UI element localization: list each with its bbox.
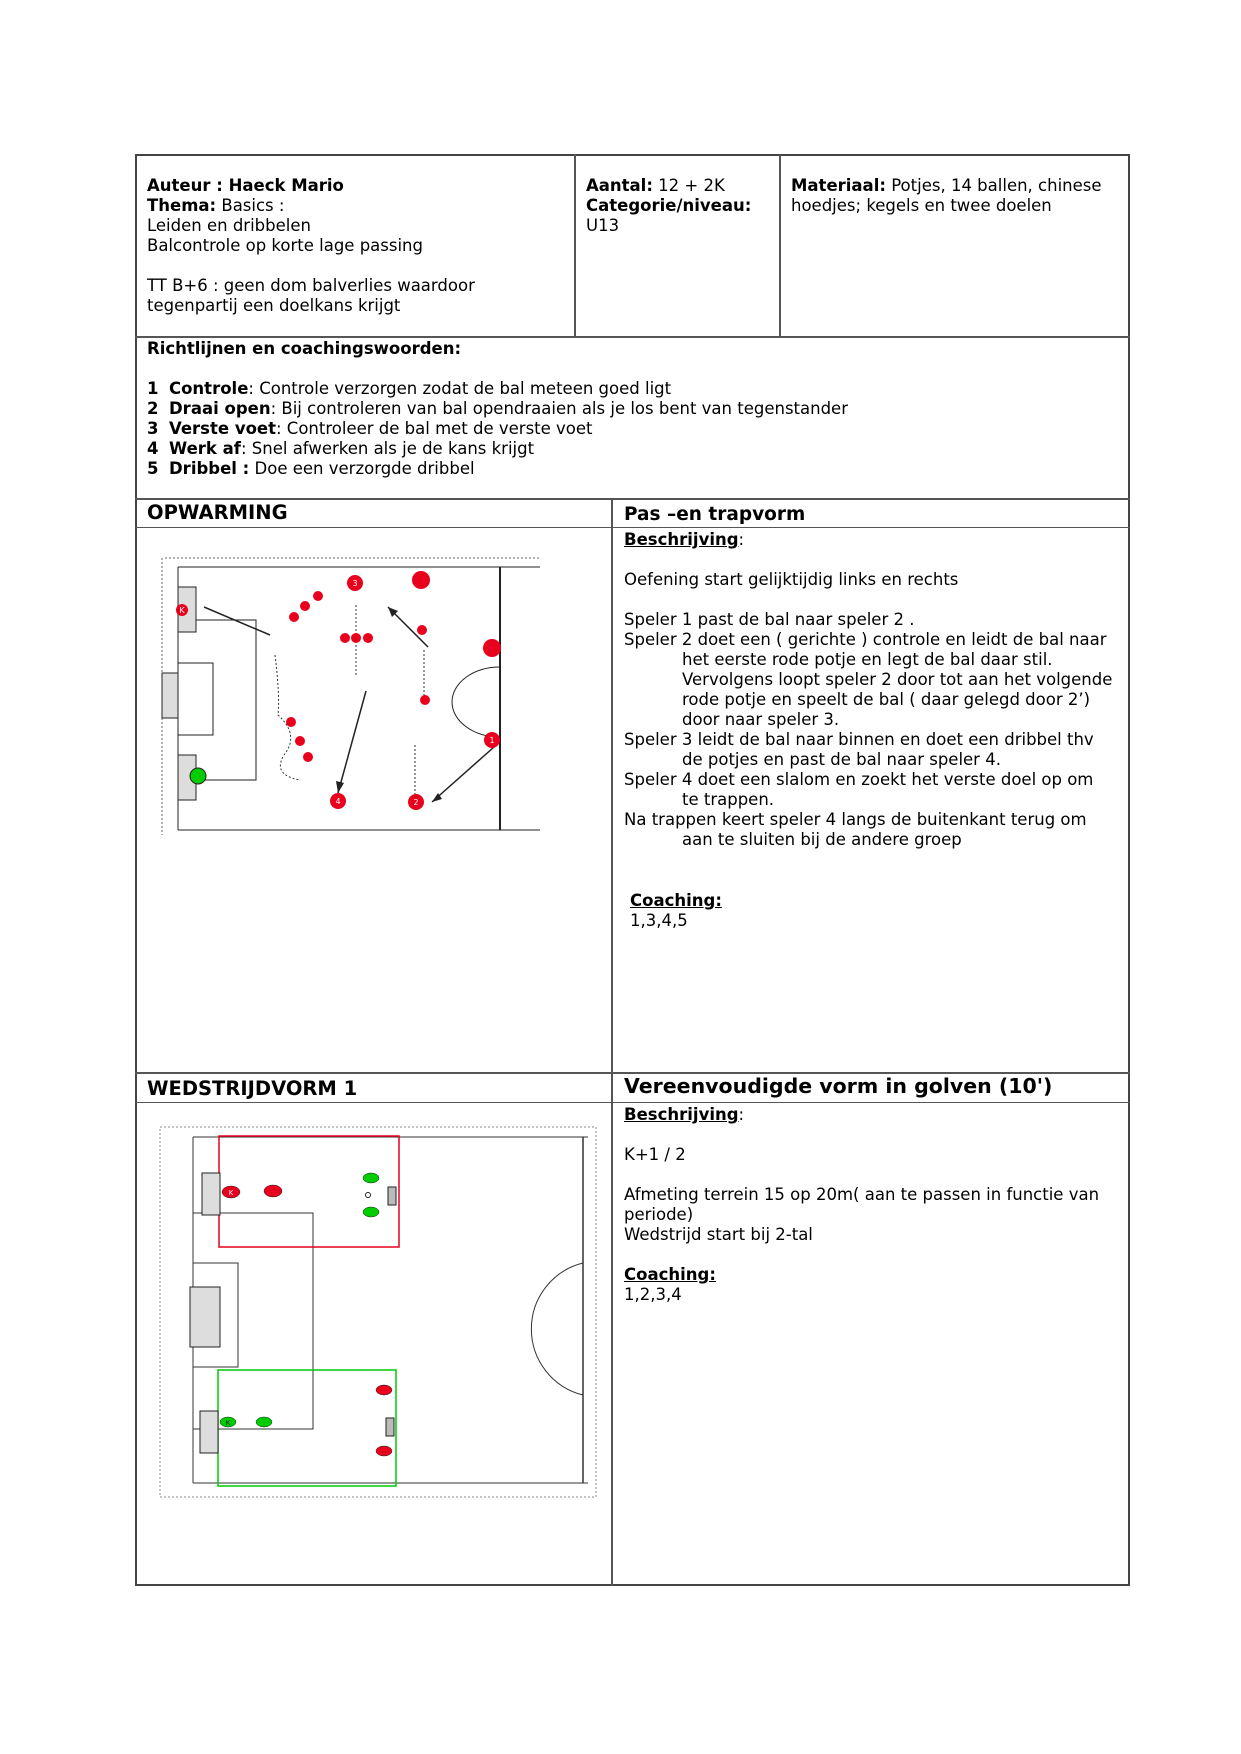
row-divider xyxy=(135,527,1130,528)
description-line: K+1 / 2 xyxy=(624,1145,686,1164)
description-label: Beschrijving xyxy=(624,1105,739,1124)
aantal-label: Aantal: xyxy=(586,176,653,195)
description-label: Beschrijving xyxy=(624,530,739,549)
red-zone xyxy=(219,1136,399,1247)
coaching-label: Coaching: xyxy=(624,1265,716,1284)
col-divider xyxy=(574,154,576,337)
row-divider xyxy=(135,498,1130,500)
keeper-label: K xyxy=(179,606,185,615)
theme-line: Leiden en dribbelen xyxy=(147,216,311,235)
guidelines-title: Richtlijnen en coachingswoorden: xyxy=(147,339,462,358)
col-divider xyxy=(779,154,781,337)
description-line: Speler 2 doet een ( gerichte ) controle en leidt de bal naar xyxy=(624,630,1107,649)
coaching-value: 1,2,3,4 xyxy=(624,1285,682,1304)
description-line: Speler 4 doet een slalom en zoekt het verste doel op om xyxy=(624,770,1094,789)
player-icon xyxy=(220,1173,379,1427)
description-cell: Beschrijving: K+1 / 2 Afmeting terrein 15 op 20m( aan te passen in functie van periode) Wedstrijd start bij 2-tal Coaching: 1,2,3,4 xyxy=(624,1105,1124,1305)
description-line: periode) xyxy=(624,1205,694,1224)
keeper-label: K xyxy=(225,1419,231,1427)
categorie-label: Categorie/niveau: xyxy=(586,196,752,215)
player-label: 1 xyxy=(489,736,495,745)
green-zone xyxy=(218,1370,396,1486)
author: Auteur : Haeck Mario xyxy=(147,176,344,195)
description-line: aan te sluiten bij de andere groep xyxy=(682,830,962,849)
description-line: door naar speler 3. xyxy=(682,710,840,729)
description-line: het eerste rode potje en legt de bal daar stil. xyxy=(682,650,1053,669)
aantal-value: 12 + 2K xyxy=(652,176,725,195)
section-title-wedstrijdvorm: WEDSTRIJDVORM 1 xyxy=(147,1077,358,1100)
materiaal-label: Materiaal: xyxy=(791,176,886,195)
opwarming-diagram xyxy=(160,555,545,835)
description-line: Wedstrijd start bij 2-tal xyxy=(624,1225,813,1244)
keeper-icon xyxy=(190,768,206,784)
guideline-item: 1 Controle: Controle verzorgen zodat de bal meteen goed ligt xyxy=(147,379,672,398)
ball-icon xyxy=(366,1193,371,1198)
aantal-cell xyxy=(586,176,776,236)
description-line: Afmeting terrein 15 op 20m( aan te passen in functie van xyxy=(624,1185,1100,1204)
theme-line: Balcontrole op korte lage passing xyxy=(147,236,423,255)
goal-icon xyxy=(162,587,196,800)
theme-value: Basics : xyxy=(216,196,285,215)
coaching-value: 1,3,4,5 xyxy=(630,911,688,930)
author-cell xyxy=(147,176,567,316)
guideline-item: 3 Verste voet: Controleer de bal met de verste voet xyxy=(147,419,593,438)
description-line: Speler 3 leidt de bal naar binnen en doet een dribbel thv xyxy=(624,730,1094,749)
section-title-opwarming: OPWARMING xyxy=(147,501,288,524)
coaching-cell xyxy=(630,891,722,931)
col-divider xyxy=(611,498,613,1586)
description-line: Oefening start gelijktijdig links en rechts xyxy=(624,570,959,589)
tt-line: TT B+6 : geen dom balverlies waardoor xyxy=(147,276,475,295)
guideline-item: 2 Draai open: Bij controleren van bal opendraaien als je los bent van tegenstander xyxy=(147,399,848,418)
player-label: 2 xyxy=(413,798,419,807)
description-line: Vervolgens loopt speler 2 door tot aan het volgende xyxy=(682,670,1113,689)
wedstrijdvorm-diagram xyxy=(158,1125,598,1500)
tt-line: tegenpartij een doelkans krijgt xyxy=(147,296,401,315)
guideline-item: 4 Werk af: Snel afwerken als je de kans krijgt xyxy=(147,439,535,458)
description-line: rode potje en speelt de bal ( daar gelegd door 2’) xyxy=(682,690,1091,709)
keeper-label: K xyxy=(228,1189,234,1197)
section-subtitle: Vereenvoudigde vorm in golven (10') xyxy=(624,1074,1053,1098)
row-divider xyxy=(135,1102,1130,1103)
materiaal-cell xyxy=(791,176,1126,216)
materiaal-value: Potjes, 14 ballen, chinese xyxy=(885,176,1102,195)
materiaal-line: hoedjes; kegels en twee doelen xyxy=(791,196,1052,215)
section-subtitle: Pas –en trapvorm xyxy=(624,504,806,525)
description-line: te trappen. xyxy=(682,790,775,809)
description-line: Na trappen keert speler 4 langs de buitenkant terug om xyxy=(624,810,1087,829)
player-label: 4 xyxy=(335,797,341,806)
categorie-value: U13 xyxy=(586,216,620,235)
guideline-item: 5 Dribbel : Doe een verzorgde dribbel xyxy=(147,459,475,478)
player-label: 3 xyxy=(352,579,358,588)
description-line: Speler 1 past de bal naar speler 2 . xyxy=(624,610,915,629)
row-divider xyxy=(135,336,1130,338)
theme-label: Thema: xyxy=(147,196,217,215)
description-cell: Beschrijving: Oefening start gelijktijdig links en rechts Speler 1 past de bal naar speler 2 . Speler 2 doet een ( gerichte ) controle en leidt de bal naar het eerste rode potje en legt de bal daar stil. Vervolgens loopt speler 2 door tot aan het volgende rode potje en speelt de bal ( daar gelegd door 2’) door naar speler 3. Speler 3 leidt de bal naar binnen en doet een dribbel thv de potjes en past de bal naar speler 4. Speler 4 doet een slalom en zoekt het verste doel op om te trappen. Na trappen keert speler 4 langs de buitenkant terug om aan te sluiten bij de andere groep xyxy=(624,530,1124,850)
guidelines-cell xyxy=(147,339,1117,479)
player-icon xyxy=(222,1185,392,1456)
coaching-label: Coaching: xyxy=(630,891,722,910)
description-line: de potjes en past de bal naar speler 4. xyxy=(682,750,1001,769)
